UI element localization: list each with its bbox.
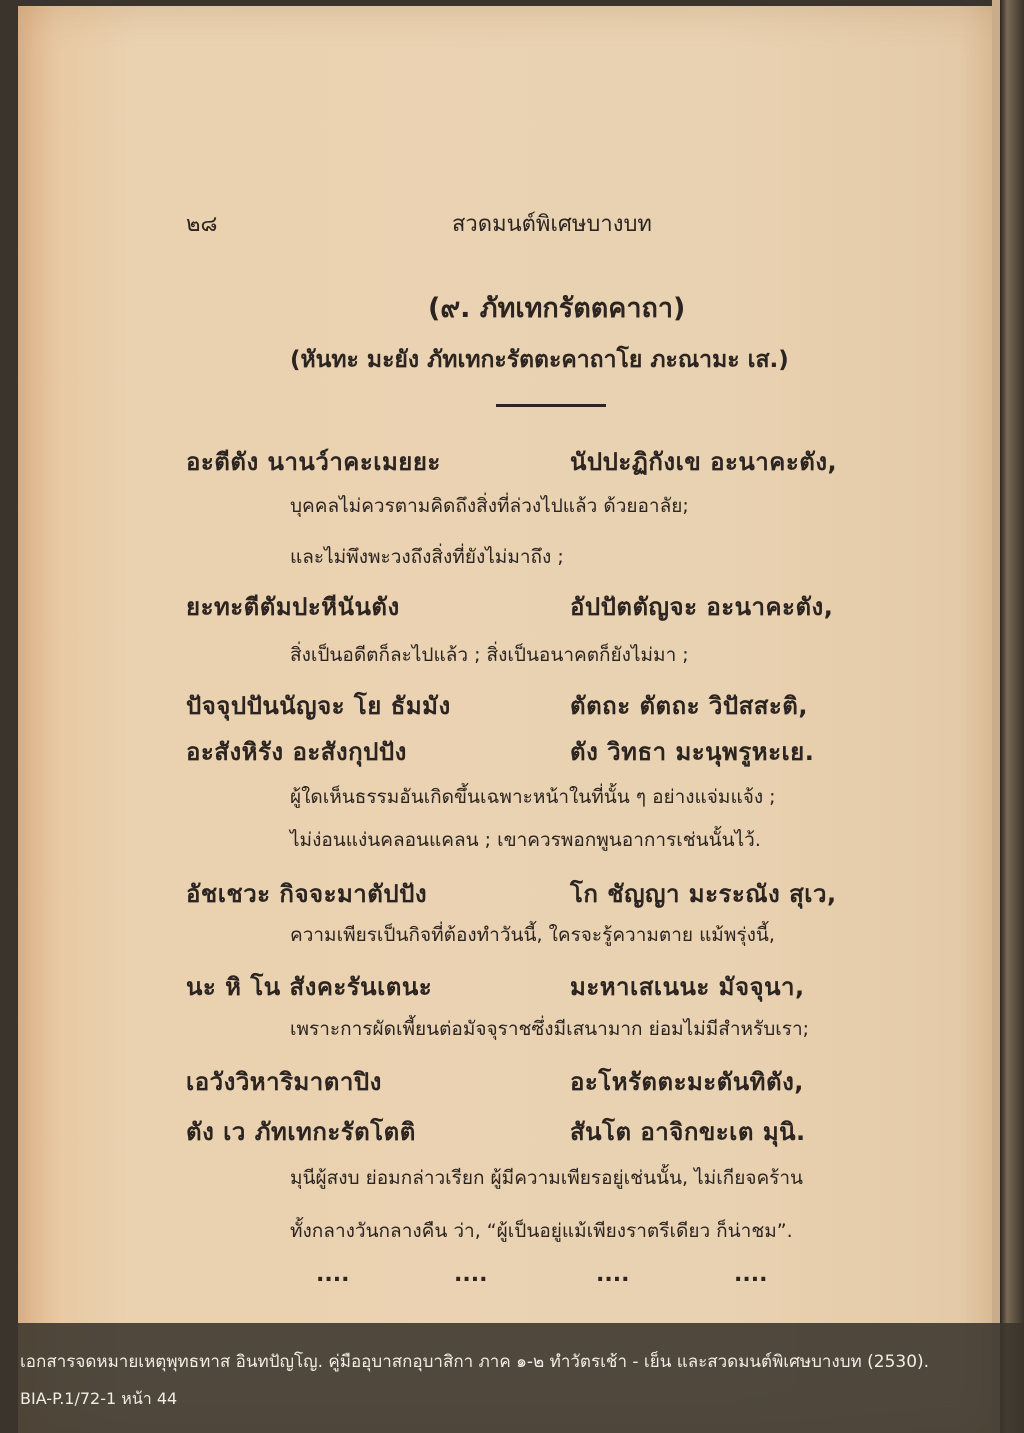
running-title: สวดมนต์พิเศษบางบท: [452, 212, 652, 237]
section-title: (๙. ภัทเทกรัตตคาถา): [428, 293, 686, 324]
archive-caption-bar: [0, 1323, 1024, 1433]
translation-line: ทั้งกลางวันกลางคืน ว่า, “ผู้เป็นอยู่แม้เพียงราตรีเดียว ก็น่าชม”.: [290, 1220, 793, 1242]
verse-left: อะสังหิรัง อะสังกุปปัง: [186, 738, 407, 766]
verse-left: อะตีตัง นานว์าคะเมยยะ: [186, 448, 441, 476]
page-number: ๒๘: [186, 212, 218, 237]
section-subtitle: (หันทะ มะยัง ภัทเทกะรัตตะคาถาโย ภะณามะ เส.): [290, 347, 789, 373]
verse-right: อัปปัตตัญจะ อะนาคะตัง,: [570, 593, 834, 621]
separator-dots: ....: [454, 1262, 488, 1287]
separator-dots: ....: [316, 1262, 350, 1287]
translation-line: บุคคลไม่ควรตามคิดถึงสิ่งที่ล่วงไปแล้ว ด้วยอาลัย;: [290, 495, 689, 517]
caption-reference: BIA-P.1/72-1 หน้า 44: [20, 1389, 178, 1408]
translation-line: ผู้ใดเห็นธรรมอันเกิดขึ้นเฉพาะหน้าในที่นั้น ๆ อย่างแจ่มแจ้ง ;: [290, 786, 776, 808]
separator-dots: ....: [734, 1262, 768, 1287]
title-divider: [496, 404, 606, 407]
separator-dots: ....: [596, 1262, 630, 1287]
verse-left: อัชเชวะ กิจจะมาตัปปัง: [186, 880, 428, 908]
translation-line: ไม่ง่อนแง่นคลอนแคลน ; เขาควรพอกพูนอาการเช่นนั้นไว้.: [290, 829, 761, 851]
verse-right: ตัตถะ ตัตถะ วิปัสสะติ,: [570, 692, 808, 720]
verse-left: ปัจจุปปันนัญจะ โย ธัมมัง: [186, 692, 451, 720]
verse-left: ยะทะตีตัมปะหีนันตัง: [186, 593, 400, 621]
verse-left: เอวังวิหาริมาตาปิง: [186, 1068, 382, 1096]
verse-right: สันโต อาจิกขะเต มุนิ.: [570, 1118, 806, 1146]
translation-line: มุนีผู้สงบ ย่อมกล่าวเรียก ผู้มีความเพียรอยู่เช่นนั้น, ไม่เกียจคร้าน: [290, 1167, 804, 1189]
caption-citation: เอกสารจดหมายเหตุพุทธทาส อินทปัญโญ. คู่มืออุบาสกอุบาสิกา ภาค ๑-๒ ทำวัตรเช้า - เย็น และสวดมนต์พิเศษบางบท (2530).: [20, 1352, 930, 1372]
translation-line: และไม่พึงพะวงถึงสิ่งที่ยังไม่มาถึง ;: [290, 546, 564, 568]
book-spine: [1000, 0, 1024, 1433]
verse-right: นัปปะฏิกังเข อะนาคะตัง,: [570, 448, 838, 476]
translation-line: สิ่งเป็นอดีตก็ละไปแล้ว ; สิ่งเป็นอนาคตก็ยังไม่มา ;: [290, 644, 689, 666]
verse-left: ตัง เว ภัทเทกะรัตโตติ: [186, 1118, 416, 1146]
translation-line: ความเพียรเป็นกิจที่ต้องทำวันนี้, ใครจะรู้ความตาย แม้พรุ่งนี้,: [290, 924, 775, 946]
translation-line: เพราะการผัดเพี้ยนต่อมัจจุราชซึ่งมีเสนามาก ย่อมไม่มีสำหรับเรา;: [290, 1018, 810, 1040]
verse-right: มะหาเสเนนะ มัจจุนา,: [570, 973, 805, 1001]
verse-right: โก ชัญญา มะระณัง สุเว,: [570, 880, 837, 908]
verse-left: นะ หิ โน สังคะรันเตนะ: [186, 973, 433, 1001]
verse-right: ตัง วิทธา มะนุพรูหะเย.: [570, 738, 815, 766]
verse-right: อะโหรัตตะมะตันทิตัง,: [570, 1068, 804, 1096]
